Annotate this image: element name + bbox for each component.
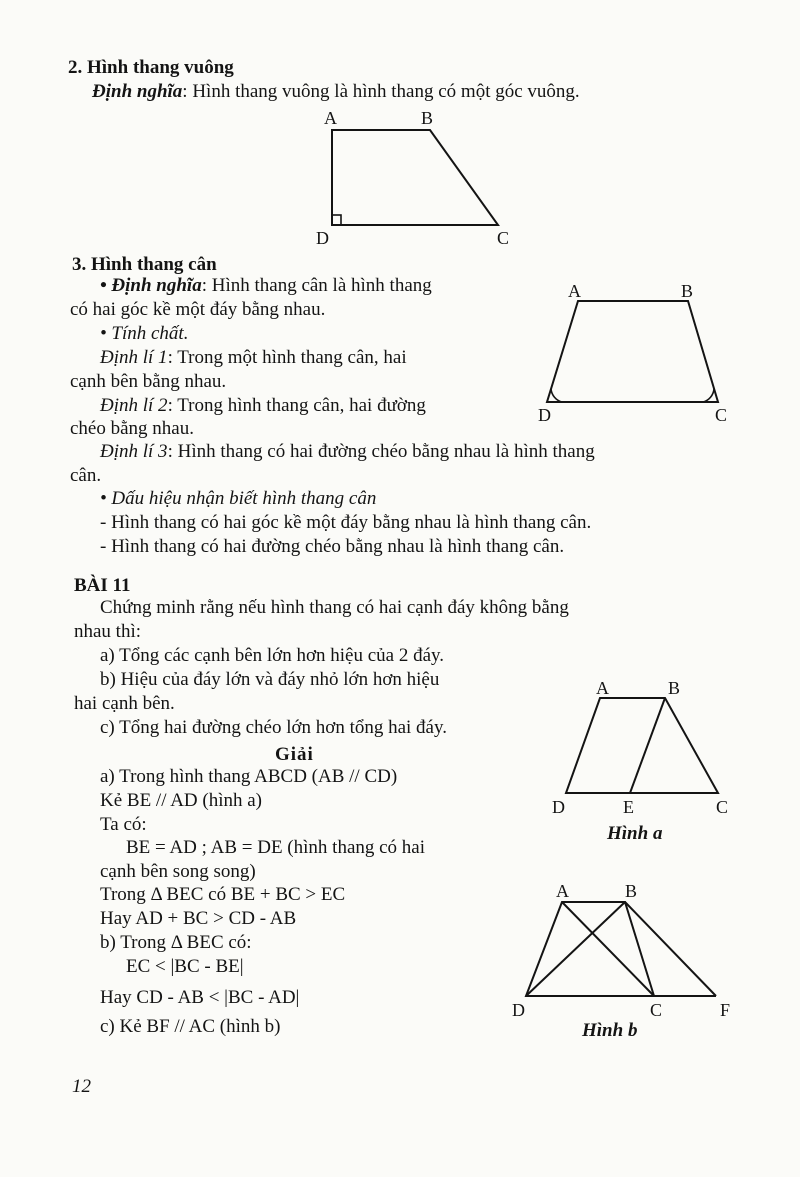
theorem-label: Định lí 3 [100, 441, 168, 462]
recognition-sign-2: - Hình thang có hai đường chéo bằng nhau là hình thang cân. [100, 536, 565, 557]
solution-line: Kẻ BE // AD (hình a) [100, 790, 263, 811]
problem-part-b-line-1: b) Hiệu của đáy lớn và đáy nhỏ lớn hơn hiệu [100, 669, 440, 690]
recognition-signs-bullet: • Dấu hiệu nhận biết hình thang cân [100, 488, 377, 509]
vertex-label-a: A [596, 678, 609, 698]
solution-line: EC < |BC - BE| [126, 956, 244, 977]
properties-bullet: • Tính chất. [100, 323, 189, 344]
vertex-label-d: D [552, 797, 565, 817]
solution-line: Hay AD + BC > CD - AB [100, 908, 297, 929]
figure-b [510, 878, 750, 1023]
vertex-label-a: A [324, 108, 337, 128]
section-3-heading: 3. Hình thang cân [72, 254, 217, 275]
isosceles-definition-line-1 [100, 274, 432, 298]
vertex-label-b: B [625, 881, 638, 901]
figure-b-caption: Hình b [582, 1020, 638, 1041]
theorem-3-line-2: cân. [70, 465, 102, 486]
vertex-label-d: D [538, 405, 551, 425]
figure-a-caption: Hình a [607, 823, 663, 844]
solution-line: Trong Δ BEC có BE + BC > EC [100, 884, 346, 905]
vertex-label-c: C [715, 405, 728, 425]
theorem-label: Định lí 1 [100, 347, 168, 368]
theorem-1-line-2: cạnh bên bằng nhau. [70, 371, 227, 392]
solution-line: BE = AD ; AB = DE (hình thang có hai [126, 837, 426, 858]
figure-a [550, 675, 750, 820]
exercise-heading: BÀI 11 [74, 575, 131, 596]
vertex-label-c: C [650, 1000, 663, 1020]
vertex-label-d: D [316, 228, 329, 248]
recognition-sign-1: - Hình thang có hai góc kề một đáy bằng nhau là hình thang cân. [100, 512, 592, 533]
vertex-label-c: C [716, 797, 729, 817]
theorem-text: : Trong một hình thang cân, hai [167, 347, 407, 368]
problem-part-c: c) Tổng hai đường chéo lớn hơn tổng hai đáy. [100, 717, 448, 738]
solution-line: c) Kẻ BF // AC (hình b) [100, 1016, 281, 1037]
vertex-label-a: A [568, 281, 581, 301]
theorem-2-line-1 [100, 394, 426, 418]
theorem-3-line-1 [100, 440, 595, 464]
solution-line: a) Trong hình thang ABCD (AB // CD) [100, 766, 398, 787]
isosceles-trapezoid-figure [535, 278, 745, 428]
vertex-label-a: A [556, 881, 569, 901]
vertex-label-b: B [681, 281, 694, 301]
vertex-label-d: D [512, 1000, 525, 1020]
solution-line: Hay CD - AB < |BC - AD| [100, 987, 300, 1008]
definition-label: Định nghĩa [92, 81, 183, 102]
isosceles-definition-line-2: có hai góc kề một đáy bằng nhau. [70, 299, 326, 320]
page-number: 12 [72, 1076, 91, 1097]
problem-part-a: a) Tổng các cạnh bên lớn hơn hiệu của 2 đáy. [100, 645, 445, 666]
vertex-label-b: B [668, 678, 681, 698]
section-2-definition [92, 80, 580, 104]
vertex-label-b: B [421, 108, 434, 128]
theorem-2-line-2: chéo bằng nhau. [70, 418, 194, 439]
section-2-heading: 2. Hình thang vuông [68, 57, 234, 78]
theorem-label: Định lí 2 [100, 395, 168, 416]
definition-label: • Định nghĩa [100, 275, 202, 296]
vertex-label-e: E [623, 797, 634, 817]
vertex-label-c: C [497, 228, 510, 248]
theorem-1-line-1 [100, 346, 407, 370]
theorem-text: : Hình thang có hai đường chéo bằng nhau là hình thang [167, 441, 595, 462]
problem-part-b-line-2: hai cạnh bên. [74, 693, 175, 714]
vertex-label-f: F [720, 1000, 731, 1020]
solution-line: cạnh bên song song) [100, 861, 256, 882]
right-trapezoid-figure [316, 105, 520, 250]
theorem-text: : Trong hình thang cân, hai đường [167, 395, 426, 416]
solution-line: b) Trong Δ BEC có: [100, 932, 252, 953]
problem-line-1: Chứng minh rằng nếu hình thang có hai cạnh đáy không bằng [100, 597, 569, 618]
solution-line: Ta có: [100, 814, 147, 835]
definition-text: : Hình thang vuông là hình thang có một góc vuông. [182, 81, 580, 102]
problem-line-2: nhau thì: [74, 621, 142, 642]
definition-text: : Hình thang cân là hình thang [201, 275, 432, 296]
solution-heading: Giải [275, 744, 314, 765]
